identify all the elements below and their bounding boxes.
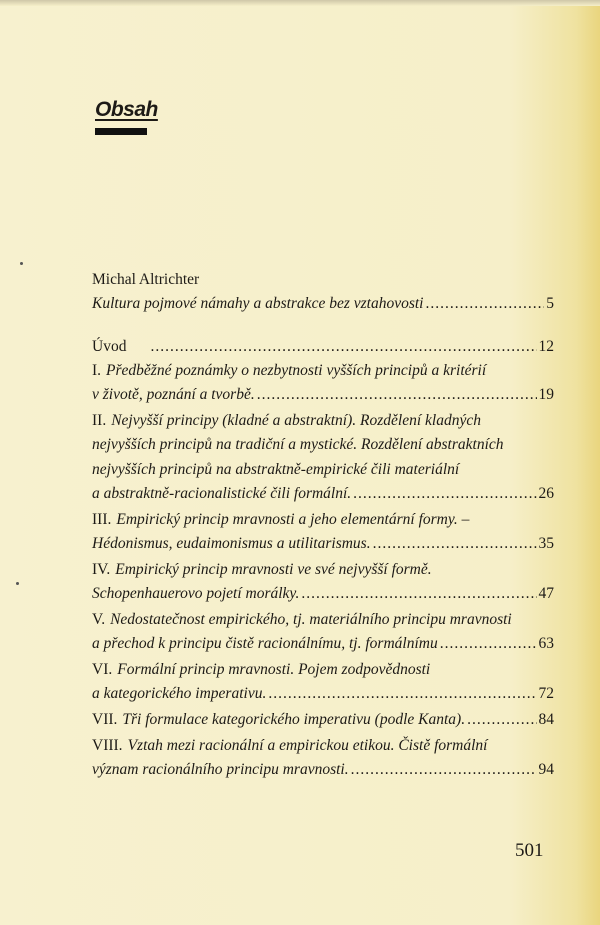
dot-leader [268, 682, 536, 706]
title-rule [95, 128, 147, 135]
entry-title: Formální princip mravnosti. Pojem zodpovědnosti [117, 660, 431, 678]
entry-line [92, 359, 554, 383]
entry-title: význam racionálního principu mravnosti. [92, 761, 349, 779]
page-top-edge [0, 0, 600, 6]
entry-line [92, 758, 554, 782]
entry-title: Schopenhauerovo pojetí morálky. [92, 585, 300, 603]
page-folio: 501 [515, 840, 544, 861]
toc-entry [92, 608, 554, 657]
toc-entry [92, 734, 554, 783]
chapter-number: VIII. [92, 736, 123, 754]
entry-line [92, 608, 554, 632]
page-number: 72 [538, 685, 554, 703]
entry-line [92, 632, 554, 656]
entry-title: Empirický princip mravnosti ve své nejvyšší formě. [115, 560, 432, 578]
author-name: Michal Altrichter [92, 271, 200, 288]
page-number: 12 [538, 337, 554, 355]
dot-leader [467, 708, 536, 732]
page-title: Obsah [95, 98, 158, 121]
entry-title: a přechod k principu čistě racionálnímu, tj. formálnímu [92, 635, 438, 653]
entry-line [92, 582, 554, 606]
entry-title: Předběžné poznámky o nezbytnosti vyšších principů a kritérií [106, 361, 487, 379]
chapter-number: III. [92, 510, 112, 528]
toc-entry [92, 708, 554, 732]
entry-line [92, 458, 554, 482]
chapter-number: IV. [92, 560, 111, 578]
scan-speck [16, 582, 19, 585]
page-number: 47 [538, 585, 554, 603]
toc-entry [92, 658, 554, 707]
dot-leader [150, 335, 536, 359]
dot-leader [425, 292, 544, 316]
entry-title: nejvyšších principů na abstraktně-empirické čili materiální [92, 460, 460, 478]
chapter-number: VI. [92, 660, 113, 678]
toc-entry-uvod [92, 335, 554, 359]
entry-title: Nedostatečnost empirického, tj. materiálního principu mravnosti [110, 610, 512, 628]
entry-line [92, 682, 554, 706]
page-number: 26 [538, 484, 554, 502]
entry-title: a kategorického imperativu. [92, 685, 267, 703]
entry-title: a abstraktně-racionalistické čili formální. [92, 484, 352, 502]
entry-line [92, 708, 554, 732]
entry-line [92, 383, 554, 407]
page-number: 94 [538, 761, 554, 779]
toc-entry [92, 359, 554, 408]
chapter-number: V. [92, 610, 106, 628]
dot-leader [440, 632, 537, 656]
dot-leader [353, 482, 536, 506]
entry-line [92, 658, 554, 682]
entry-title: Kultura pojmové námahy a abstrakce bez vztahovosti [92, 295, 424, 313]
entry-title: v životě, poznání a tvorbě. [92, 386, 255, 404]
entry-line [92, 558, 554, 582]
table-of-contents [92, 268, 554, 784]
page-number: 84 [538, 711, 554, 729]
entry-line [92, 409, 554, 433]
dot-leader [351, 758, 537, 782]
page-number: 5 [546, 295, 554, 313]
entry-title: Tři formulace kategorického imperativu (podle Kanta). [122, 711, 466, 729]
chapter-number: I. [92, 361, 102, 379]
entry-title: Nejvyšší principy (kladné a abstraktní). Rozdělení kladných [111, 411, 481, 429]
entry-line [92, 532, 554, 556]
toc-entry [92, 558, 554, 607]
entry-line [92, 508, 554, 532]
entry-title: nejvyšších principů na tradiční a mystické. Rozdělení abstraktních [92, 436, 504, 454]
chapter-number: VII. [92, 711, 118, 729]
page-number: 19 [538, 386, 554, 404]
dot-leader [373, 532, 537, 556]
page-number: 35 [538, 534, 554, 552]
entry-line [92, 482, 554, 506]
entry-title: Hédonismus, eudaimonismus a utilitarismus. [92, 534, 371, 552]
entry-line [92, 433, 554, 457]
entry-title: Empirický princip mravnosti a jeho elementární formy. – [116, 510, 470, 528]
dot-leader [257, 383, 537, 407]
toc-entry [92, 508, 554, 557]
scan-speck [20, 262, 23, 265]
toc-entry [92, 409, 554, 506]
entry-title: Úvod [92, 337, 127, 355]
page-number: 63 [538, 635, 554, 653]
toc-entry-intro-essay [92, 292, 554, 316]
entry-title: Vztah mezi racionální a empirickou etikou. Čistě formální [127, 736, 488, 754]
dot-leader [301, 582, 536, 606]
chapter-number: II. [92, 411, 107, 429]
entry-line [92, 734, 554, 758]
